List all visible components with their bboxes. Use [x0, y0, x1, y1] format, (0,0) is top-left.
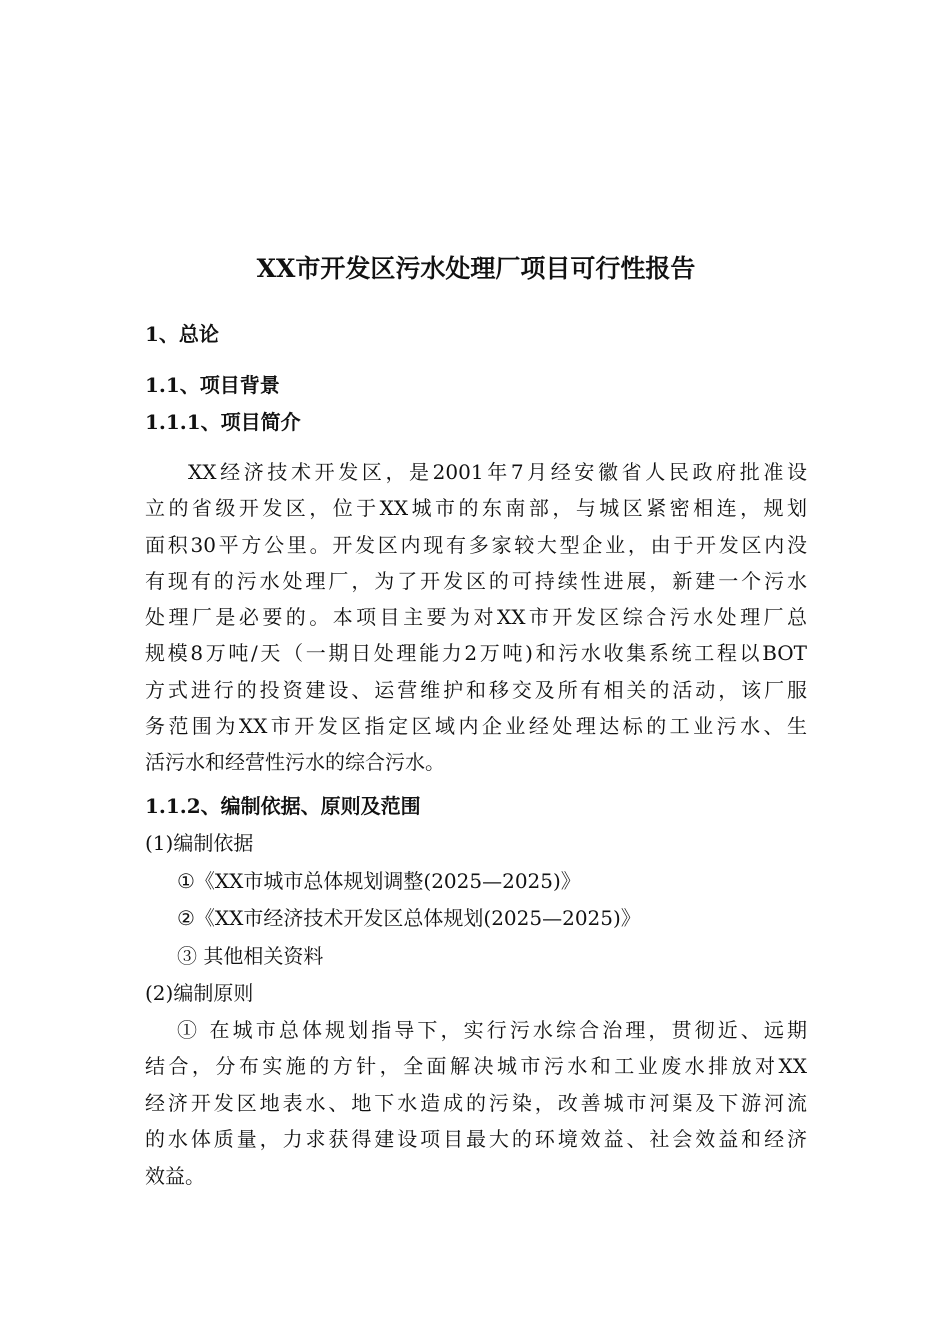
basis-item: ①《XX市城市总体规划调整(2025—2025)》: [177, 869, 581, 893]
intro-line: 方式进行的投资建设、运营维护和移交及所有相关的活动，该厂服: [145, 678, 807, 702]
intro-line: 活污水和经营性污水的综合污水。: [145, 750, 445, 774]
intro-line: 务范围为XX市开发区指定区域内企业经处理达标的工业污水、生: [145, 714, 807, 738]
basis-item: ②《XX市经济技术开发区总体规划(2025—2025)》: [177, 906, 641, 930]
heading-1-1: 1.1、项目背景: [145, 373, 280, 397]
document-title: XX市开发区污水处理厂项目可行性报告: [256, 254, 696, 283]
principle-heading: (2)编制原则: [145, 981, 254, 1005]
principle-line: 的水体质量，力求获得建设项目最大的环境效益、社会效益和经济: [145, 1127, 807, 1151]
intro-line: 规模8万吨/天（一期日处理能力2万吨)和污水收集系统工程以BOT: [145, 641, 807, 665]
heading-1-1-2: 1.1.2、编制依据、原则及范围: [145, 794, 421, 818]
heading-1-1-1: 1.1.1、项目简介: [145, 410, 301, 434]
principle-line: 结合，分布实施的方针，全面解决城市污水和工业废水排放对XX: [145, 1054, 807, 1078]
basis-heading: (1)编制依据: [145, 831, 254, 855]
heading-1: 1、总论: [145, 322, 219, 346]
intro-line: XX经济技术开发区，是2001年7月经安徽省人民政府批准设: [188, 460, 807, 484]
principle-line: 效益。: [145, 1164, 205, 1188]
intro-line: 面积30平方公里。开发区内现有多家较大型企业，由于开发区内没: [145, 533, 807, 557]
intro-line: 有现有的污水处理厂，为了开发区的可持续性进展，新建一个污水: [145, 569, 807, 593]
intro-line: 立的省级开发区，位于XX城市的东南部，与城区紧密相连，规划: [145, 496, 807, 520]
principle-line: ① 在城市总体规划指导下，实行污水综合治理，贯彻近、远期: [177, 1018, 807, 1042]
basis-item: ③ 其他相关资料: [177, 944, 324, 968]
intro-line: 处理厂是必要的。本项目主要为对XX市开发区综合污水处理厂总: [145, 605, 807, 629]
principle-line: 经济开发区地表水、地下水造成的污染，改善城市河渠及下游河流: [145, 1091, 807, 1115]
